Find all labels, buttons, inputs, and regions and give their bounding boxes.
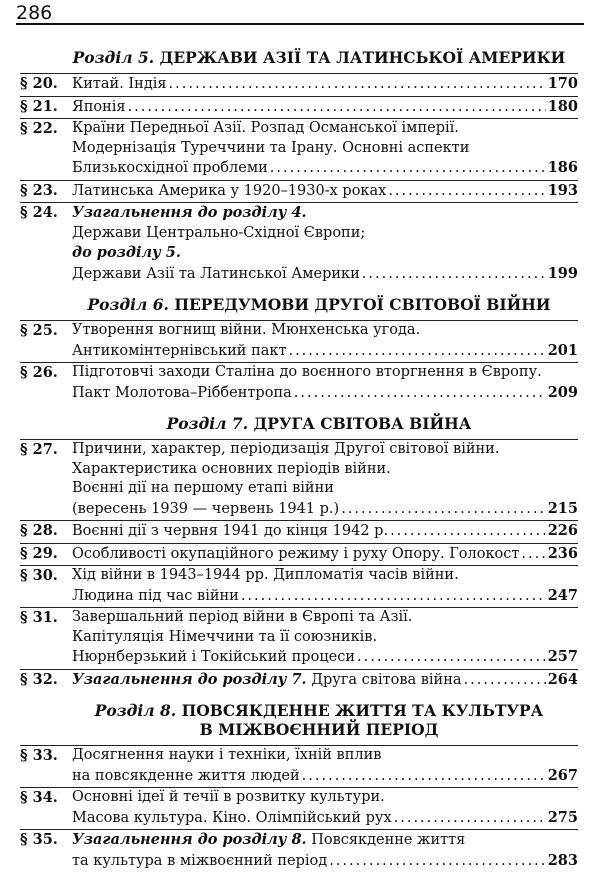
entry-text — [72, 480, 334, 496]
entry-title: Воєнні дії з червня 1941 до кінця 1942 р. — [72, 523, 389, 539]
entry-body — [72, 544, 578, 565]
entry-body — [72, 788, 578, 828]
section-number: § 28. — [20, 522, 58, 539]
toc-entry[interactable] — [20, 440, 578, 521]
entry-body — [72, 746, 578, 786]
entry-line — [72, 321, 578, 341]
entry-title: Антикомінтернівський пакт — [72, 342, 287, 359]
entry-text — [72, 670, 462, 691]
dot-leader — [288, 342, 545, 362]
entry-title: Причини, характер, періодизація Другої світової війни. — [72, 441, 500, 457]
entry-line — [72, 97, 578, 118]
entry-text — [72, 342, 286, 362]
entry-text — [72, 587, 239, 607]
dot-leader — [362, 265, 546, 285]
page-ref[interactable]: 247 — [547, 586, 578, 604]
toc-entry[interactable] — [20, 670, 578, 692]
summary-label: до розділу 5. — [72, 244, 181, 261]
entry-text — [72, 322, 420, 338]
entry-title: Друга світова війна — [306, 671, 462, 688]
entry-line — [72, 74, 578, 95]
entry-text — [72, 500, 339, 520]
entry-line — [72, 521, 578, 542]
section-number: § 32. — [20, 670, 58, 688]
entry-text — [72, 567, 459, 583]
section-number: § 35. — [20, 831, 58, 848]
entry-line — [72, 158, 578, 179]
chapter-heading — [20, 414, 578, 433]
entry-text — [72, 648, 355, 668]
entry-text — [72, 140, 469, 156]
entry-title: Повсякденне життя — [306, 832, 466, 848]
toc-entry[interactable] — [20, 181, 578, 204]
entry-line — [72, 243, 578, 264]
entry-text — [72, 852, 327, 872]
toc-entry[interactable] — [20, 788, 578, 830]
chapter-heading — [20, 48, 578, 67]
entry-body — [72, 181, 578, 202]
chapter-heading — [20, 295, 578, 314]
entry-title: Країни Передньої Азії. Розпад Османської імперії. — [72, 120, 459, 136]
section-number: § 33. — [20, 747, 58, 764]
page-number: 286 — [16, 2, 53, 24]
dot-leader — [521, 545, 545, 565]
toc-entry[interactable] — [20, 203, 578, 285]
entry-text — [72, 609, 412, 625]
page-ref[interactable]: 201 — [547, 341, 578, 359]
entry-body — [72, 321, 578, 361]
dot-leader — [388, 182, 545, 202]
section-number: § 30. — [20, 567, 58, 584]
entry-title: Людина під час війни — [72, 587, 239, 604]
dot-leader — [302, 767, 546, 787]
entry-line — [72, 139, 578, 159]
entry-body — [72, 566, 578, 606]
section-number: § 22. — [20, 120, 58, 137]
page-ref[interactable]: 267 — [547, 766, 578, 784]
page-ref[interactable]: 199 — [547, 264, 578, 282]
toc-entry[interactable] — [20, 746, 578, 788]
entry-title: Утворення вогнищ війни. Мюнхенська угода. — [72, 322, 421, 338]
entry-text — [72, 832, 465, 848]
entry-title: Пакт Молотова–Ріббентропа — [72, 384, 292, 401]
entry-line — [72, 264, 578, 285]
chapter-title: ДЕРЖАВИ АЗІЇ ТА ЛАТИНСЬКОЇ АМЕРИКИ — [154, 48, 566, 67]
dot-leader — [341, 500, 546, 520]
entry-title: на повсякденне життя людей — [72, 767, 300, 784]
chapter-prefix: Розділ 5. — [72, 48, 155, 67]
entry-text — [72, 384, 292, 404]
entry-title: Хід війни в 1943–1944 рр. Дипломатія часів війни. — [72, 567, 459, 583]
entry-line — [72, 566, 578, 586]
chapter-title-line2: В МІЖВОЄННИЙ ПЕРІОД — [199, 720, 439, 739]
entry-title: Підготовчі заходи Сталіна до воєнного вторгнення в Європу. — [72, 364, 542, 380]
entry-text — [72, 364, 542, 380]
entry-line — [72, 766, 578, 787]
dot-leader — [357, 648, 546, 668]
page-ref[interactable]: 257 — [547, 648, 578, 665]
section-number: § 20. — [20, 75, 58, 92]
page-ref[interactable]: 275 — [547, 808, 578, 826]
entry-title: Основні ідеї й течії в розвитку культури. — [72, 789, 385, 805]
chapter-title: ПОВСЯКДЕННЕ ЖИТТЯ ТА КУЛЬТУРА — [176, 701, 544, 720]
entry-text — [72, 789, 385, 805]
page-ref[interactable]: 186 — [547, 159, 578, 176]
entry-text — [72, 629, 377, 645]
section-number: § 25. — [20, 322, 58, 339]
page-ref[interactable]: 170 — [547, 75, 578, 92]
section-number: § 24. — [20, 204, 58, 221]
entry-text — [72, 205, 307, 221]
toc-entry[interactable] — [20, 521, 578, 544]
page-ref[interactable]: 209 — [547, 383, 578, 401]
entry-body — [72, 97, 578, 118]
page-ref[interactable]: 236 — [547, 544, 578, 562]
entry-line — [72, 851, 578, 872]
header-rule — [16, 23, 584, 25]
entry-title: Особливості окупаційного режиму і руху Опору. Голокост — [72, 545, 520, 562]
dot-leader — [329, 852, 546, 872]
entry-title: Нюрнберзький і Токійський процеси — [72, 649, 356, 665]
entry-title: Близькосхідної проблеми — [72, 160, 268, 176]
chapter-prefix: Розділ 6. — [87, 295, 169, 314]
page-ref[interactable]: 215 — [547, 499, 578, 517]
dot-leader — [270, 159, 546, 179]
entry-text — [72, 98, 126, 118]
entry-line — [72, 499, 578, 520]
chapter-heading — [20, 701, 578, 739]
chapter-entries — [20, 320, 578, 404]
dot-leader — [294, 384, 546, 404]
entry-text — [72, 747, 381, 763]
chapter-section — [20, 414, 578, 691]
entry-text — [72, 75, 167, 95]
entry-line — [72, 586, 578, 607]
entry-line — [72, 830, 578, 851]
entry-text — [72, 182, 386, 202]
entry-body — [72, 521, 578, 542]
chapter-section — [20, 48, 578, 285]
section-number: § 23. — [20, 181, 58, 199]
entry-line — [72, 670, 578, 691]
entry-text — [72, 120, 459, 136]
toc-entry[interactable] — [20, 566, 578, 608]
entry-title: Держави Центрально-Східної Європи; — [72, 224, 366, 241]
section-number: § 27. — [20, 441, 58, 458]
table-of-contents — [20, 44, 578, 872]
toc-entry[interactable] — [20, 363, 578, 404]
section-number: § 21. — [20, 97, 58, 115]
entry-body — [72, 440, 578, 519]
entry-title: Модернізація Туреччини та Ірану. Основні аспекти — [72, 139, 470, 156]
dot-leader — [464, 671, 546, 691]
summary-label: Узагальнення до розділу 7. — [72, 670, 307, 688]
entry-title: (вересень 1939 — червень 1941 р.) — [72, 500, 340, 517]
chapter-title: ПЕРЕДУМОВИ ДРУГОЇ СВІТОВОЇ ВІЙНИ — [168, 295, 551, 314]
entry-line — [72, 224, 578, 244]
entry-body — [72, 608, 578, 668]
chapter-section — [20, 701, 578, 872]
entry-line — [72, 119, 578, 139]
entry-text — [72, 522, 388, 542]
toc-entry[interactable] — [20, 119, 578, 181]
entry-text — [72, 767, 300, 787]
entry-title: Капітуляція Німеччини та її союзників. — [72, 628, 378, 645]
chapter-prefix: Розділ 8. — [94, 701, 177, 720]
entry-body — [72, 363, 578, 403]
toc-entry[interactable] — [20, 321, 578, 363]
page-ref[interactable]: 226 — [547, 522, 578, 539]
dot-leader — [390, 522, 546, 542]
entry-title: та культура в міжвоєнний період — [72, 852, 328, 869]
entry-line — [72, 440, 578, 460]
entry-title: Воєнні дії на першому етапі війни — [72, 480, 334, 496]
entry-line — [72, 479, 578, 499]
chapter-entries — [20, 745, 578, 872]
entry-title: Завершальний період війни в Європі та Азії. — [72, 609, 413, 625]
entry-line — [72, 788, 578, 808]
toc-entry[interactable] — [20, 97, 578, 120]
entry-body — [72, 119, 578, 179]
dot-leader — [128, 98, 546, 118]
dot-leader — [394, 809, 546, 829]
section-number: § 26. — [20, 364, 58, 381]
entry-body — [72, 670, 578, 691]
section-number: § 29. — [20, 544, 58, 562]
entry-line — [72, 544, 578, 565]
summary-label: Узагальнення до розділу 4. — [72, 204, 307, 221]
entry-title: Китай. Індія — [72, 76, 167, 92]
entry-line — [72, 383, 578, 404]
entry-line — [72, 181, 578, 202]
page-ref[interactable]: 180 — [547, 97, 578, 115]
entry-body — [72, 203, 578, 284]
toc-entry[interactable] — [20, 74, 578, 97]
entry-text — [72, 225, 365, 241]
chapter-entries — [20, 73, 578, 285]
entry-line — [72, 341, 578, 362]
entry-line — [72, 460, 578, 480]
entry-line — [72, 647, 578, 668]
page-ref[interactable]: 283 — [547, 851, 578, 869]
entry-title: Характеристика основних періодів війни. — [72, 460, 391, 477]
dot-leader — [169, 75, 546, 95]
entry-text — [72, 441, 499, 457]
chapter-section — [20, 295, 578, 404]
entry-line — [72, 203, 578, 224]
entry-text — [72, 545, 519, 565]
entry-text — [72, 461, 391, 477]
entry-body — [72, 830, 578, 871]
entry-line — [72, 363, 578, 383]
entry-text — [72, 265, 360, 285]
summary-label: Узагальнення до розділу 8. — [72, 831, 307, 848]
page-ref[interactable]: 264 — [547, 670, 578, 688]
toc-entry[interactable] — [20, 544, 578, 567]
dot-leader — [241, 587, 546, 607]
entry-text — [72, 159, 268, 179]
entry-title: Масова культура. Кіно. Олімпійський рух — [72, 809, 392, 826]
entry-title: Японія — [72, 98, 126, 115]
page-ref[interactable]: 193 — [547, 181, 578, 199]
entry-line — [72, 746, 578, 766]
section-number: § 34. — [20, 789, 58, 806]
entry-text — [72, 809, 392, 829]
chapter-entries — [20, 439, 578, 691]
toc-entry[interactable] — [20, 830, 578, 872]
entry-title: Досягнення науки і техніки, їхній вплив — [72, 747, 382, 763]
entry-line — [72, 608, 578, 628]
entry-title: Латинська Америка у 1920–1930-х роках — [72, 182, 387, 199]
entry-title: Держави Азії та Латинської Америки — [72, 265, 360, 282]
chapter-title: ДРУГА СВІТОВА ВІЙНА — [248, 414, 472, 433]
chapter-prefix: Розділ 7. — [166, 414, 249, 433]
section-number: § 31. — [20, 609, 58, 626]
entry-line — [72, 808, 578, 829]
entry-body — [72, 74, 578, 95]
entry-text — [72, 245, 181, 261]
entry-line — [72, 628, 578, 648]
toc-entry[interactable] — [20, 608, 578, 670]
